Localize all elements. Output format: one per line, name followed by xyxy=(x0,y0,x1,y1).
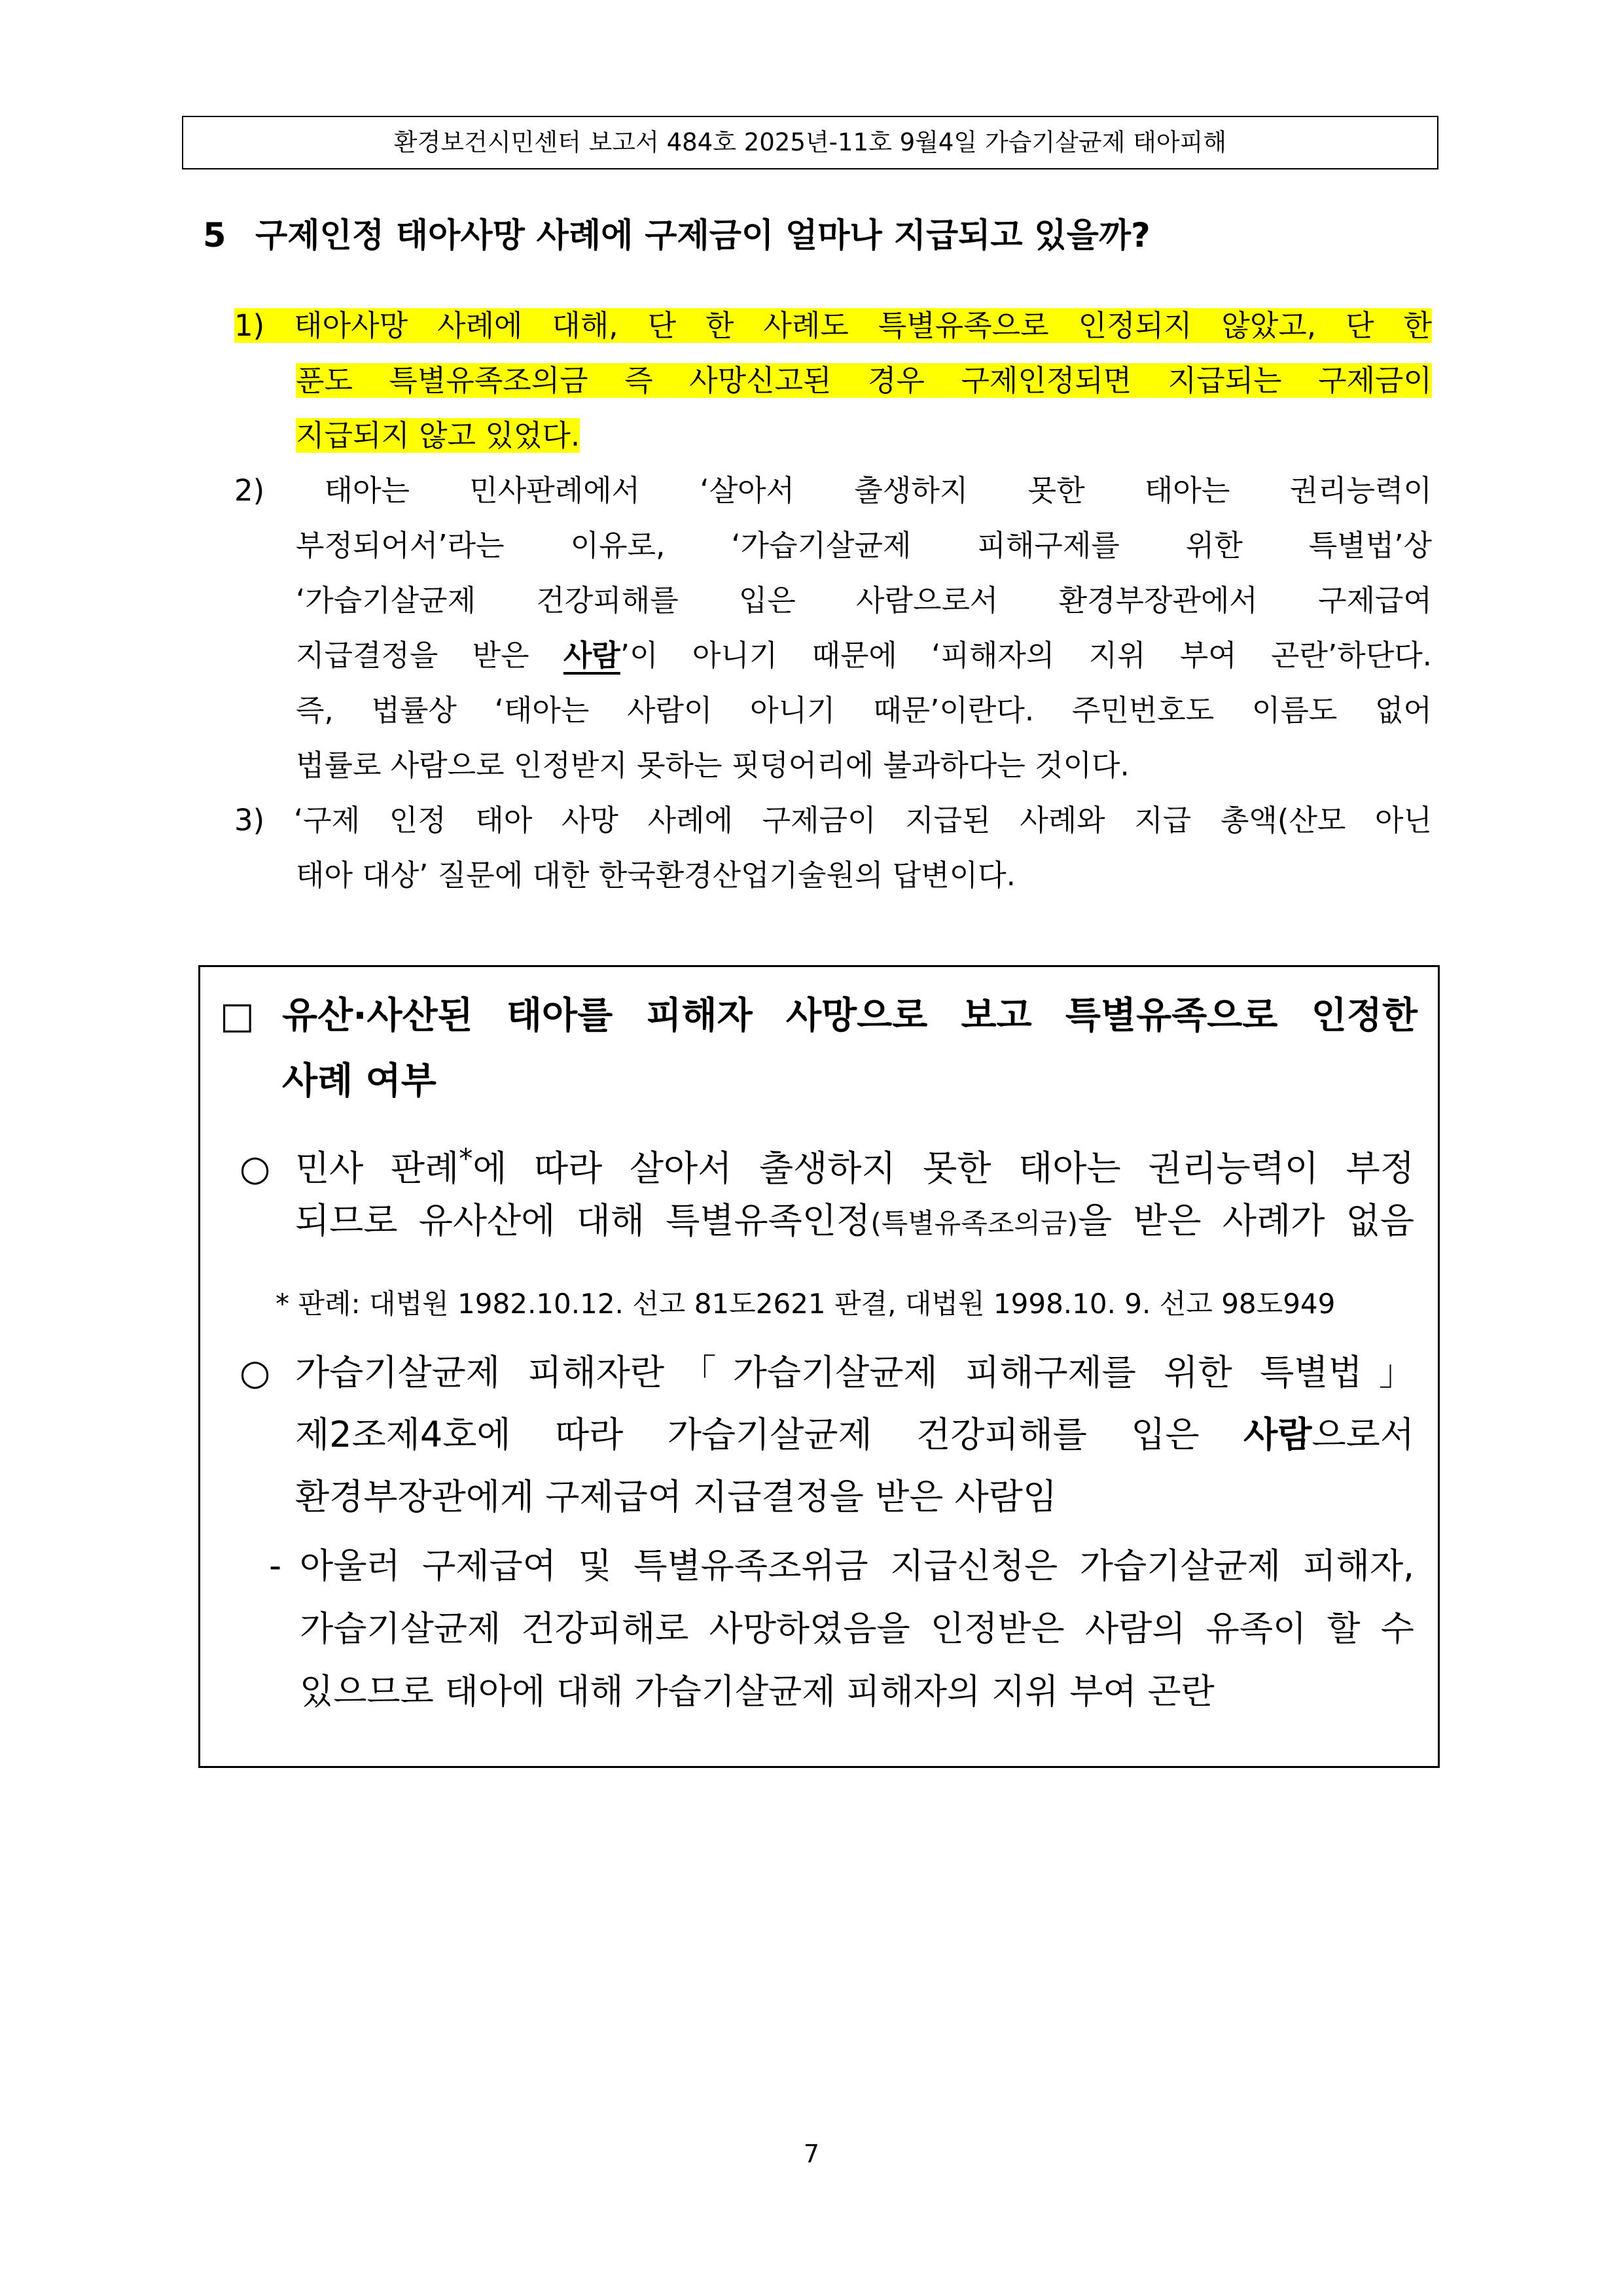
section-number: 5 xyxy=(203,217,226,255)
bold-word: 사람 xyxy=(1243,1414,1312,1455)
section-title: 구제인정 태아사망 사례에 구제금이 얼마나 지급되고 있을까? xyxy=(255,217,1150,255)
list-item-text-line: 태아 대상’ 질문에 대한 한국환경산업기술원의 답변이다. xyxy=(296,858,1016,892)
emphasized-word: 사람 xyxy=(563,638,620,673)
list-item-text-segment: 지급결정을 받은 xyxy=(296,638,563,673)
footnote-mark: * xyxy=(459,1142,473,1174)
list-item-text-line: ‘가습기살균제 건강피해를 입은 사람으로서 환경부장관에서 구제급여 xyxy=(296,583,1432,618)
box-title xyxy=(220,983,1418,1114)
parenthetical-note: (특별유족조의금) xyxy=(870,1207,1078,1239)
box-bullet-2: ○ 가습기살균제 피해자란「가습기살균제 피해구제를 위한 특별법」 제2조제4호에 따라 가습기살균제 건강피해를 입은 사람으로서 환경부장관에게 구제급여 지급결정을 받은 사람임 xyxy=(240,1341,1414,1528)
list-item-3 xyxy=(234,793,1432,903)
list-item-1 xyxy=(234,298,1432,463)
circle-bullet-icon: ○ xyxy=(240,1148,271,1189)
list-item-text-line: 부정되어서’라는 이유로, ‘가습기살균제 피해구제를 위한 특별법’상 xyxy=(296,528,1432,563)
box-title-line: 사례 여부 xyxy=(282,1060,437,1103)
list-item-text-line: 법률로 사람으로 인정받지 못하는 핏덩어리에 불과하다는 것이다. xyxy=(296,748,1130,783)
list-item-text-line: 즉, 법률상 ‘태아는 사람이 아니기 때문’이란다. 주민번호도 이름도 없어 xyxy=(296,693,1432,728)
list-marker: 2) xyxy=(234,473,265,508)
box-dash-item: - 아울러 구제급여 및 특별유족조위금 지급신청은 가습기살균제 피해자, 가습기살균제 건강피해로 사망하였음을 인정받은 사람의 유족이 할 수 있으므로 태아에 대해 가습기살균제 피해자의 지위 부여 곤란 xyxy=(269,1535,1414,1723)
page-number: 7 xyxy=(803,2140,820,2168)
list-item-2 xyxy=(234,463,1432,793)
box-title-line: 유산·사산된 태아를 피해자 사망으로 보고 특별유족으로 인정한 xyxy=(282,995,1418,1037)
list-item-text-line: ‘구제 인정 태아 사망 사례에 구제금이 지급된 사례와 지급 총액(산모 아닌 xyxy=(293,803,1432,838)
quoted-response-box xyxy=(198,965,1440,1768)
list-item-text-line: 지급되지 않고 있었다. xyxy=(296,418,580,453)
list-marker: 1) xyxy=(234,308,265,343)
dash-bullet-icon: - xyxy=(269,1546,282,1586)
list-marker: 3) xyxy=(234,803,265,838)
answer-list xyxy=(234,298,1432,903)
footnote-text: * 판례: 대법원 1982.10.12. 선고 81도2621 판결, 대법원 1998.10. 9. 선고 98도949 xyxy=(276,1288,1336,1320)
square-bullet-icon: □ xyxy=(220,995,255,1037)
circle-bullet-icon: ○ xyxy=(240,1352,271,1393)
list-item-text-line: 태아사망 사례에 대해, 단 한 사례도 특별유족으로 인정되지 않았고, 단 한 xyxy=(294,308,1432,343)
list-item-text-segment: ’이 아니기 때문에 ‘피해자의 지위 부여 곤란’하단다. xyxy=(620,638,1432,673)
report-header-text: 환경보건시민센터 보고서 484호 2025년-11호 9월4일 가습기살균제 태아피해 xyxy=(393,128,1227,156)
list-item-text-line: 태아는 민사판례에서 ‘살아서 출생하지 못한 태아는 권리능력이 xyxy=(324,473,1432,508)
report-header xyxy=(182,116,1438,169)
box-bullet-1: ○ 민사 판례*에 따라 살아서 출생하지 못한 태아는 권리능력이 부정 되므로 유사산에 대해 특별유족인정(특별유족조의금)을 받은 사례가 없음 xyxy=(240,1127,1414,1252)
section-heading xyxy=(203,209,1446,263)
footnote xyxy=(276,1277,1414,1332)
list-item-text-line: 푼도 특별유족조의금 즉 사망신고된 경우 구제인정되면 지급되는 구제금이 xyxy=(296,363,1432,398)
